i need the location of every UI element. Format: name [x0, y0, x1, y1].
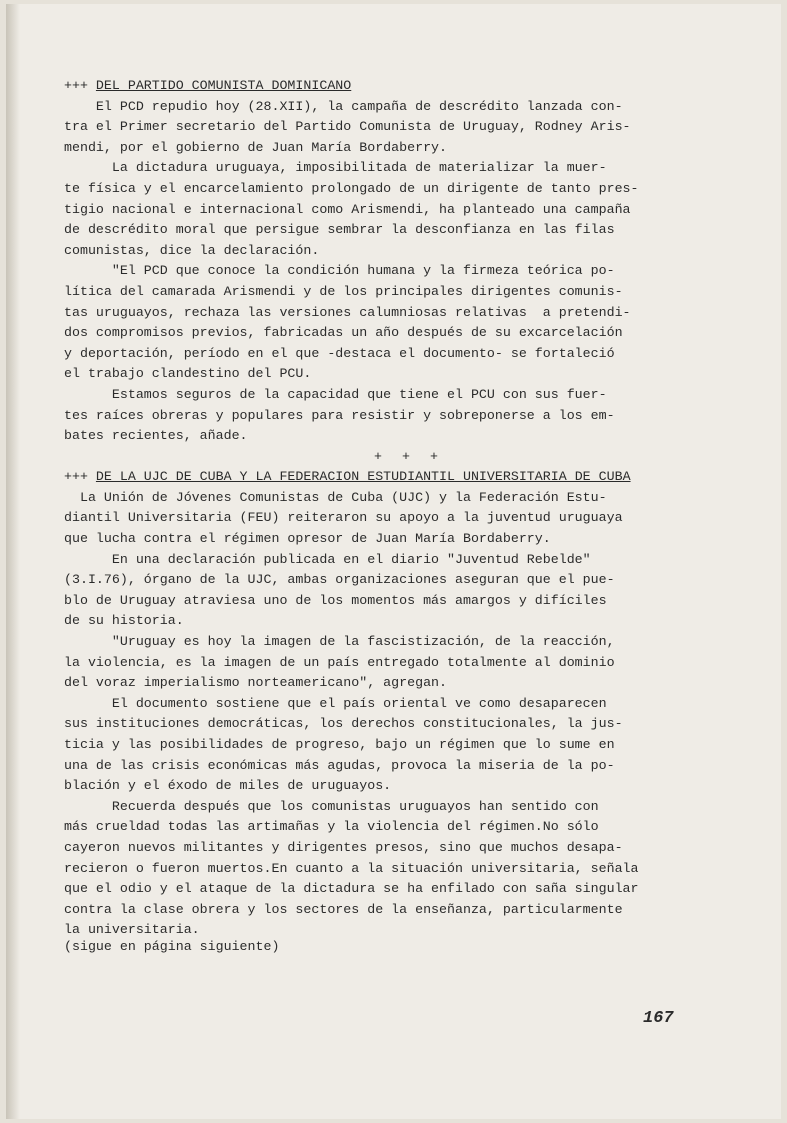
text-line: una de las crisis económicas más agudas, provoca la miseria de la po- [64, 757, 615, 773]
section-body-ujc [64, 488, 714, 941]
text-line: y deportación, período en el que -destaca el documento- se fortaleció [64, 345, 615, 361]
page-binding-edge [6, 4, 20, 1119]
text-line: tigio nacional e internacional como Arismendi, ha planteado una campaña [64, 201, 631, 217]
text-line: diantil Universitaria (FEU) reiteraron su apoyo a la juventud uruguaya [64, 510, 623, 526]
continuation-note: (sigue en página siguiente) [64, 938, 280, 954]
text-line: de su historia. [64, 613, 184, 629]
heading-marker: +++ [64, 78, 96, 93]
text-line: comunistas, dice la declaración. [64, 242, 320, 258]
text-line: Recuerda después que los comunistas uruguayos han sentido con [64, 798, 599, 814]
text-line: recieron o fueron muertos.En cuanto a la situación universitaria, señala [64, 860, 639, 876]
text-line: "Uruguay es hoy la imagen de la fascistización, de la reacción, [64, 634, 615, 650]
text-line: tas uruguayos, rechaza las versiones calumniosas relativas a pretendi- [64, 304, 631, 320]
text-line: "El PCD que conoce la condición humana y la firmeza teórica po- [64, 263, 615, 279]
text-line: bates recientes, añade. [64, 428, 248, 444]
text-line: te física y el encarcelamiento prolongado de un dirigente de tanto pres- [64, 180, 639, 196]
text-line: El documento sostiene que el país oriental ve como desaparecen [64, 695, 607, 711]
text-line: blo de Uruguay atraviesa uno de los momentos más amargos y difíciles [64, 592, 607, 608]
text-line: mendi, por el gobierno de Juan María Bordaberry. [64, 139, 448, 155]
text-line: que el odio y el ataque de la dictadura se ha enfilado con saña singular [64, 881, 639, 897]
section-heading-pcd [64, 76, 714, 97]
section-separator: + + + [374, 448, 444, 464]
page-number: 167 [643, 1009, 674, 1028]
text-line: lítica del camarada Arismendi y de los principales dirigentes comunis- [64, 283, 623, 299]
heading-marker: +++ [64, 469, 96, 485]
text-line: sus instituciones democráticas, los derechos constitucionales, la jus- [64, 716, 623, 732]
text-line: la violencia, es la imagen de un país entregado totalmente al dominio [64, 654, 615, 670]
heading-text: DE LA UJC DE CUBA Y LA FEDERACION ESTUDIANTIL UNIVERSITARIA DE CUBA [95, 469, 631, 485]
text-line: Estamos seguros de la capacidad que tiene el PCU con sus fuer- [64, 386, 607, 402]
text-line: blación y el éxodo de miles de uruguayos. [64, 778, 392, 794]
text-line: La dictadura uruguaya, imposibilitada de materializar la muer- [64, 160, 607, 176]
text-line: tes raíces obreras y populares para resistir y sobreponerse a los em- [64, 407, 615, 423]
document-page [6, 4, 781, 1119]
text-line: tra el Primer secretario del Partido Comunista de Uruguay, Rodney Aris- [64, 119, 631, 135]
text-line: que lucha contra el régimen opresor de Juan María Bordaberry. [64, 531, 551, 547]
text-line: contra la clase obrera y los sectores de la enseñanza, particularmente [64, 901, 623, 917]
text-line: ticia y las posibilidades de progreso, bajo un régimen que lo sume en [64, 737, 615, 752]
text-line: de descrédito moral que persigue sembrar la desconfianza en las filas [64, 222, 615, 238]
text-line: el trabajo clandestino del PCU. [64, 366, 312, 382]
text-line: El PCD repudio hoy (28.XII), la campaña de descrédito lanzada con- [64, 98, 623, 114]
text-line: la universitaria. [64, 922, 200, 938]
text-line: La Unión de Jóvenes Comunistas de Cuba (UJC) y la Federación Estu- [64, 489, 607, 505]
heading-text: DEL PARTIDO COMUNISTA DOMINICANO [95, 78, 352, 93]
section-heading-ujc [64, 467, 714, 488]
document-text [64, 76, 714, 958]
text-line: del voraz imperialismo norteamericano", agregan. [64, 675, 448, 691]
text-line: dos compromisos previos, fabricadas un año después de su excarcelación [64, 325, 623, 341]
section-body-pcd [64, 97, 714, 447]
text-line: (3.I.76), órgano de la UJC, ambas organizaciones aseguran que el pue- [64, 572, 615, 588]
text-line: más crueldad todas las artimañas y la violencia del régimen.No sólo [64, 819, 599, 835]
text-line: En una declaración publicada en el diario "Juventud Rebelde" [64, 551, 591, 567]
text-line: cayeron nuevos militantes y dirigentes presos, sino que muchos desapa- [64, 839, 623, 855]
